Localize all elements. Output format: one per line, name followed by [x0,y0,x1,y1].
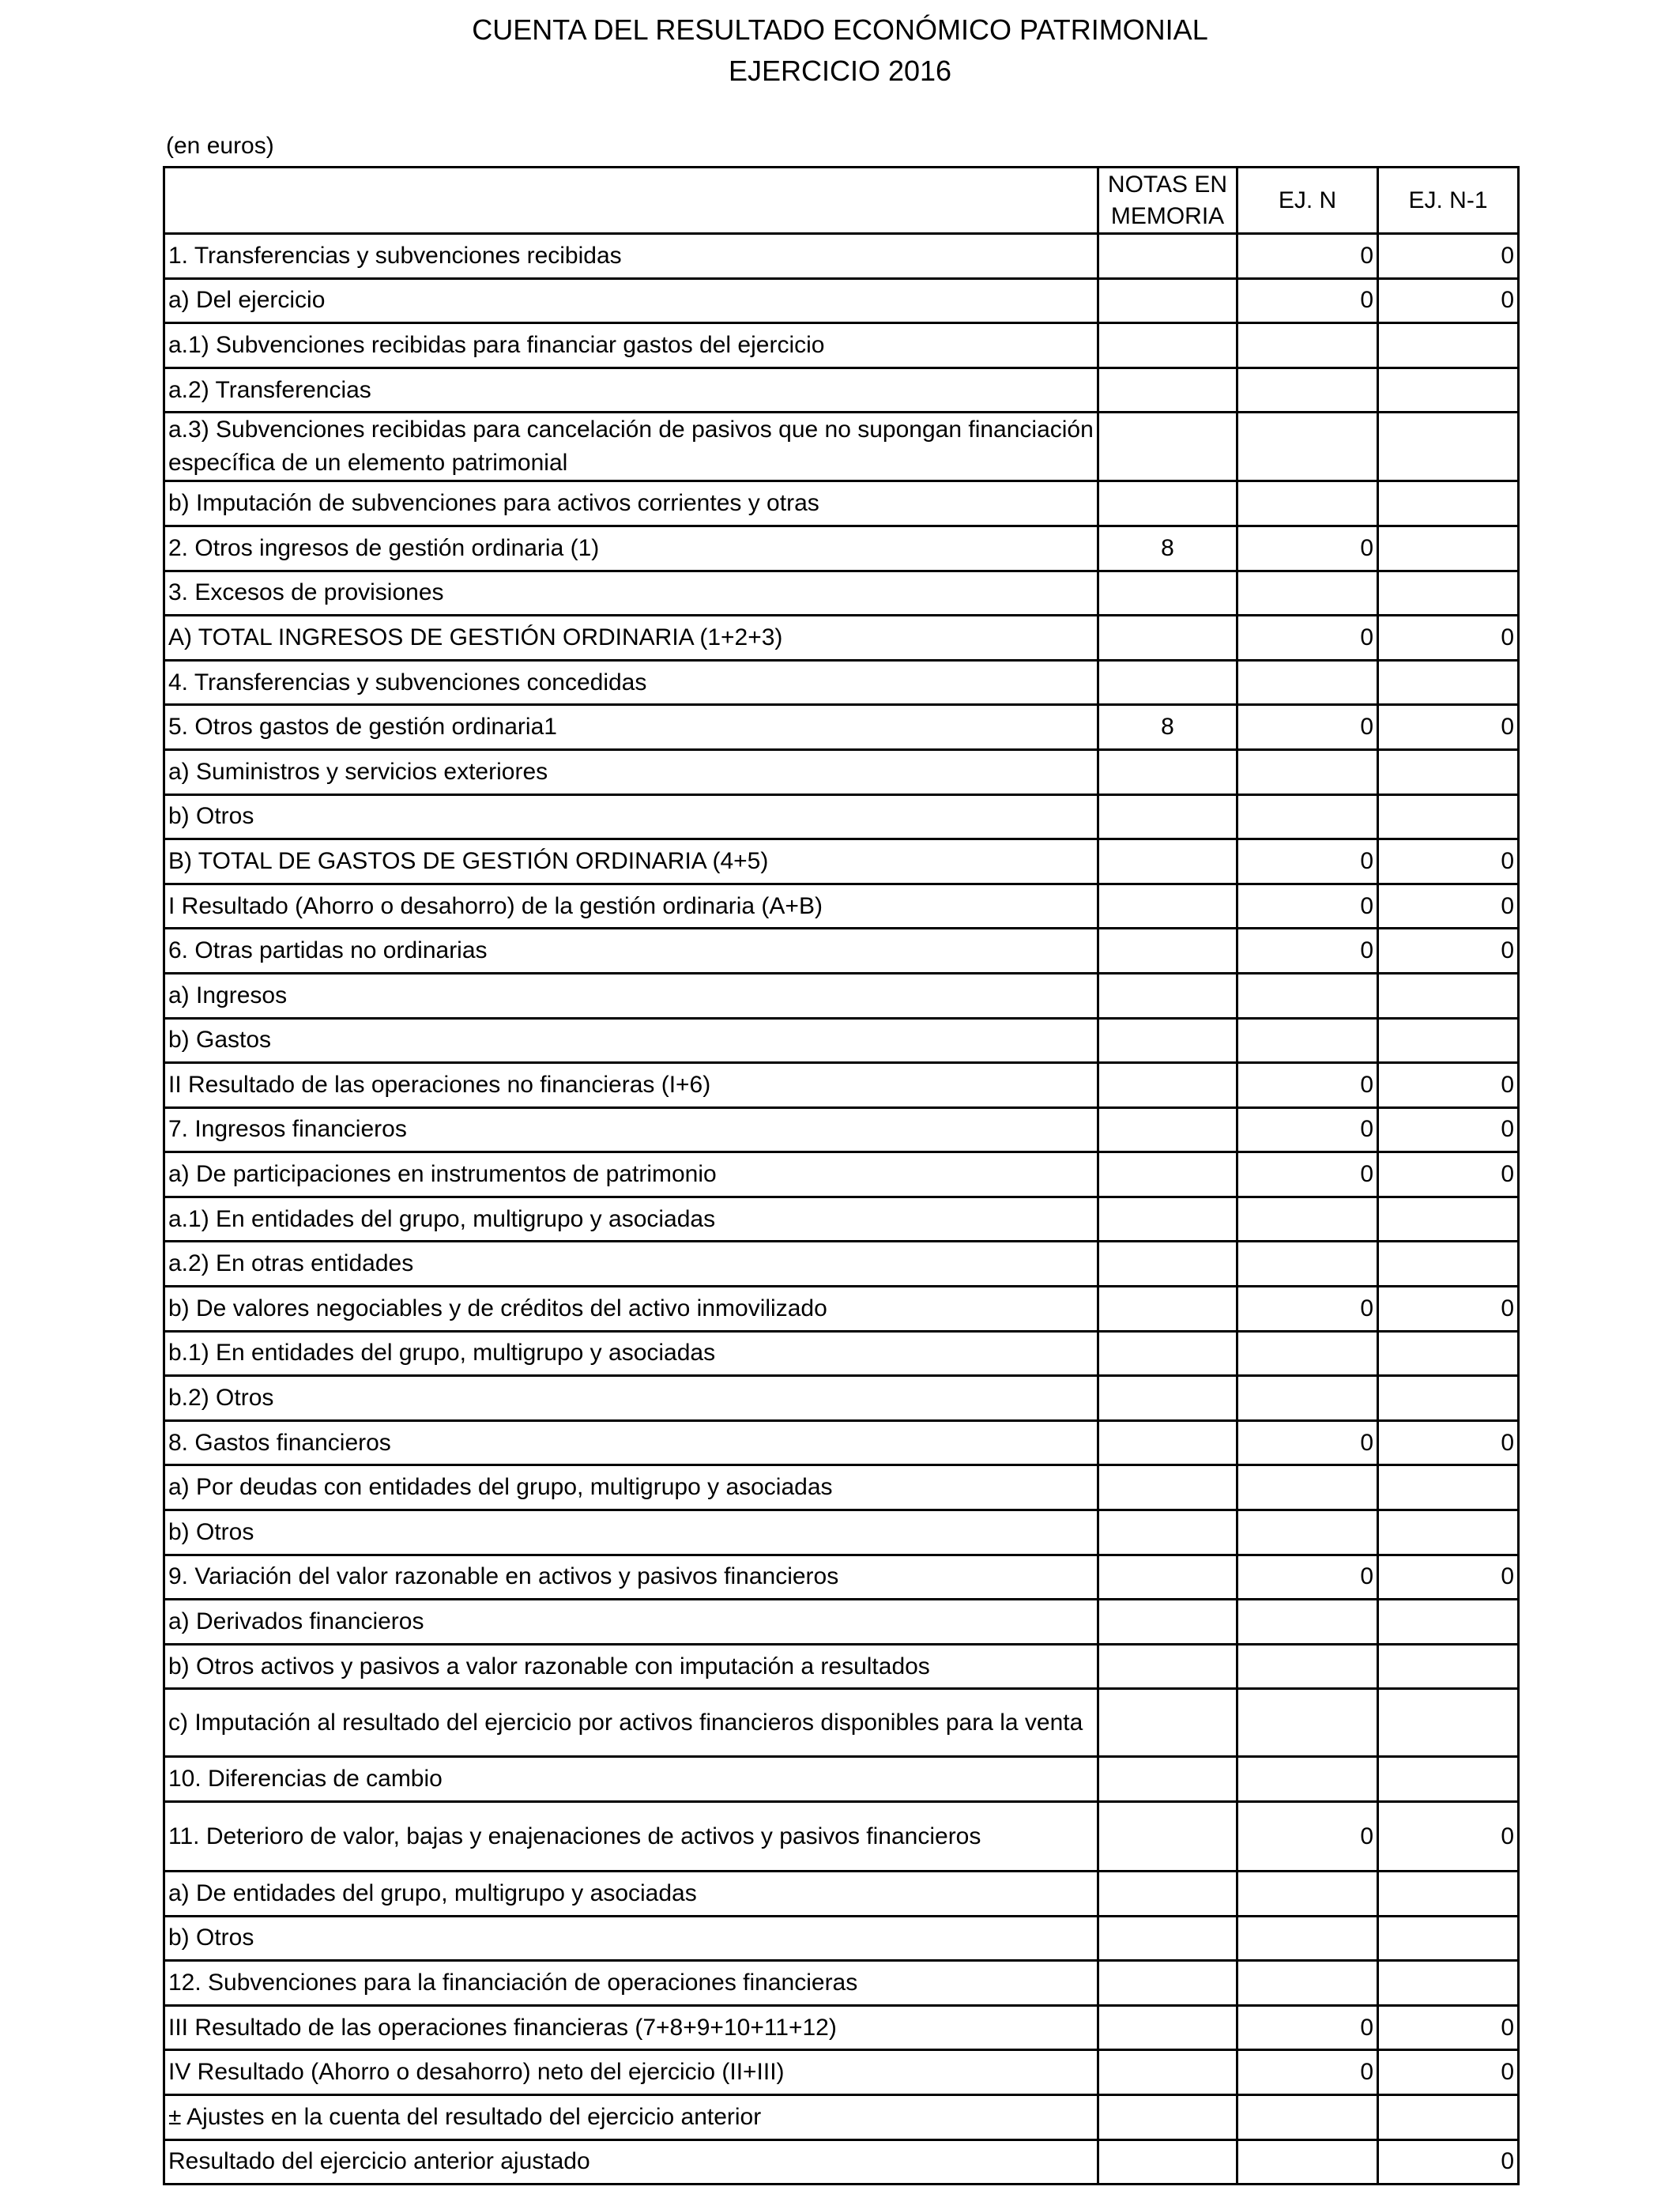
header-concept [164,168,1098,234]
row-ej-n [1237,1331,1378,1376]
row-concept: 2. Otros ingresos de gestión ordinaria (1) [164,526,1098,571]
row-concept: b.1) En entidades del grupo, multigrupo y asociadas [164,1331,1098,1376]
row-concept: 9. Variación del valor razonable en activos y pasivos financieros [164,1555,1098,1600]
row-ej-n: 0 [1237,526,1378,571]
table-row [164,1420,1519,1465]
row-ej-n: 0 [1237,839,1378,884]
table-row [164,1287,1519,1332]
row-concept: Resultado del ejercicio anterior ajustado [164,2139,1098,2185]
row-notes [1098,2050,1237,2095]
table-row [164,839,1519,884]
row-notes [1098,1600,1237,1645]
row-notes [1098,1197,1237,1242]
row-ej-n1 [1378,1689,1519,1757]
row-ej-n1: 0 [1378,1287,1519,1332]
row-ej-n [1237,571,1378,616]
row-concept: a) Derivados financieros [164,1600,1098,1645]
row-concept: 7. Ingresos financieros [164,1107,1098,1152]
row-ej-n1 [1378,973,1519,1018]
row-ej-n [1237,1872,1378,1917]
row-ej-n: 0 [1237,705,1378,750]
row-notes [1098,1802,1237,1872]
row-ej-n1 [1378,1600,1519,1645]
row-notes [1098,884,1237,929]
row-concept: 12. Subvenciones para la financiación de operaciones financieras [164,1961,1098,2006]
row-ej-n1 [1378,1644,1519,1689]
row-concept: b) De valores negociables y de créditos del activo inmovilizado [164,1287,1098,1332]
row-ej-n [1237,1465,1378,1510]
row-notes [1098,1152,1237,1197]
row-notes [1098,1757,1237,1802]
row-ej-n: 0 [1237,1152,1378,1197]
row-notes [1098,234,1237,279]
row-ej-n1 [1378,1465,1519,1510]
row-ej-n [1237,1376,1378,1421]
row-ej-n: 0 [1237,2005,1378,2050]
row-ej-n1: 0 [1378,616,1519,661]
row-ej-n1: 0 [1378,1063,1519,1108]
table-header-row [164,168,1519,234]
table-row [164,794,1519,839]
row-concept: a.1) Subvenciones recibidas para financiar gastos del ejercicio [164,323,1098,368]
table-body [164,234,1519,2185]
row-concept: IV Resultado (Ahorro o desahorro) neto del ejercicio (II+III) [164,2050,1098,2095]
row-concept: c) Imputación al resultado del ejercicio por activos financieros disponibles para la venta [164,1689,1098,1757]
row-notes [1098,2005,1237,2050]
row-notes: 8 [1098,705,1237,750]
row-ej-n: 0 [1237,234,1378,279]
row-notes [1098,973,1237,1018]
row-ej-n [1237,481,1378,526]
table-row [164,616,1519,661]
row-ej-n: 0 [1237,884,1378,929]
row-ej-n [1237,1197,1378,1242]
row-notes [1098,1872,1237,1917]
table-row [164,884,1519,929]
row-notes [1098,616,1237,661]
table-row [164,749,1519,794]
row-ej-n1 [1378,1757,1519,1802]
row-notes [1098,749,1237,794]
row-notes [1098,368,1237,413]
row-ej-n: 0 [1237,1063,1378,1108]
header-ej-n: EJ. N [1237,168,1378,234]
row-notes [1098,323,1237,368]
row-ej-n1: 0 [1378,1555,1519,1600]
row-notes [1098,660,1237,705]
row-concept: a) De entidades del grupo, multigrupo y asociadas [164,1872,1098,1917]
table-row [164,2005,1519,2050]
row-ej-n [1237,749,1378,794]
header-ej-n1: EJ. N-1 [1378,168,1519,234]
row-notes [1098,2094,1237,2139]
row-concept: a.2) Transferencias [164,368,1098,413]
row-concept: A) TOTAL INGRESOS DE GESTIÓN ORDINARIA (1+2+3) [164,616,1098,661]
table-row [164,660,1519,705]
table-row [164,1331,1519,1376]
row-ej-n1: 0 [1378,929,1519,974]
row-concept: b) Imputación de subvenciones para activos corrientes y otras [164,481,1098,526]
row-ej-n1: 0 [1378,278,1519,323]
row-notes [1098,1287,1237,1332]
row-ej-n1 [1378,1331,1519,1376]
table-row [164,323,1519,368]
row-notes [1098,839,1237,884]
page-title: CUENTA DEL RESULTADO ECONÓMICO PATRIMONIAL [472,13,1208,46]
row-concept: 4. Transferencias y subvenciones concedidas [164,660,1098,705]
row-ej-n [1237,368,1378,413]
table-row [164,1376,1519,1421]
row-notes [1098,571,1237,616]
row-ej-n: 0 [1237,1287,1378,1332]
row-ej-n1 [1378,1872,1519,1917]
row-ej-n [1237,2094,1378,2139]
table-row [164,1872,1519,1917]
row-ej-n: 0 [1237,1107,1378,1152]
row-ej-n [1237,413,1378,481]
page-subtitle: EJERCICIO 2016 [728,55,952,87]
row-ej-n [1237,2139,1378,2185]
row-concept: a) De participaciones en instrumentos de patrimonio [164,1152,1098,1197]
row-notes [1098,1242,1237,1287]
row-notes [1098,1510,1237,1555]
row-ej-n1 [1378,1961,1519,2006]
row-notes [1098,2139,1237,2185]
row-concept: 10. Diferencias de cambio [164,1757,1098,1802]
row-notes [1098,1420,1237,1465]
row-ej-n [1237,1600,1378,1645]
row-ej-n1 [1378,1197,1519,1242]
row-concept: a.2) En otras entidades [164,1242,1098,1287]
row-concept: 11. Deterioro de valor, bajas y enajenaciones de activos y pasivos financieros [164,1802,1098,1872]
row-notes [1098,278,1237,323]
row-ej-n1: 0 [1378,705,1519,750]
table-row [164,1689,1519,1757]
table-row [164,413,1519,481]
row-ej-n1 [1378,1510,1519,1555]
table-row [164,1152,1519,1197]
row-notes [1098,1961,1237,2006]
row-concept: b) Otros [164,1510,1098,1555]
row-ej-n [1237,323,1378,368]
row-ej-n1 [1378,1916,1519,1961]
table-row [164,1555,1519,1600]
row-ej-n [1237,973,1378,1018]
row-ej-n [1237,1510,1378,1555]
table-row [164,526,1519,571]
row-concept: 1. Transferencias y subvenciones recibidas [164,234,1098,279]
row-concept: b) Otros [164,794,1098,839]
row-ej-n1: 0 [1378,1802,1519,1872]
table-row [164,1916,1519,1961]
table-row [164,1802,1519,1872]
row-ej-n: 0 [1237,929,1378,974]
row-concept: 3. Excesos de provisiones [164,571,1098,616]
row-concept: II Resultado de las operaciones no financieras (I+6) [164,1063,1098,1108]
row-ej-n1: 0 [1378,1420,1519,1465]
row-notes [1098,1465,1237,1510]
table-row [164,1242,1519,1287]
table-row [164,1465,1519,1510]
row-ej-n: 0 [1237,278,1378,323]
row-ej-n1: 0 [1378,234,1519,279]
row-notes [1098,1063,1237,1108]
row-ej-n1 [1378,1242,1519,1287]
row-ej-n: 0 [1237,2050,1378,2095]
row-ej-n [1237,1916,1378,1961]
row-ej-n1 [1378,571,1519,616]
table-row [164,278,1519,323]
row-ej-n [1237,1644,1378,1689]
table-row [164,2139,1519,2185]
table-row [164,368,1519,413]
row-concept: b.2) Otros [164,1376,1098,1421]
row-ej-n1 [1378,1018,1519,1063]
table-row [164,1107,1519,1152]
row-ej-n1 [1378,660,1519,705]
row-ej-n1 [1378,1376,1519,1421]
row-notes [1098,1331,1237,1376]
row-concept: a) Del ejercicio [164,278,1098,323]
row-ej-n1: 0 [1378,2005,1519,2050]
row-ej-n1: 0 [1378,2050,1519,2095]
table-row [164,1197,1519,1242]
table-row [164,1018,1519,1063]
row-ej-n: 0 [1237,1802,1378,1872]
row-ej-n: 0 [1237,616,1378,661]
row-concept: III Resultado de las operaciones financieras (7+8+9+10+11+12) [164,2005,1098,2050]
row-ej-n1 [1378,368,1519,413]
row-concept: b) Otros [164,1916,1098,1961]
table-row [164,973,1519,1018]
header-notes: NOTAS EN MEMORIA [1098,168,1237,234]
row-ej-n1 [1378,794,1519,839]
row-concept: 6. Otras partidas no ordinarias [164,929,1098,974]
row-ej-n1 [1378,481,1519,526]
row-concept: a.3) Subvenciones recibidas para cancelación de pasivos que no supongan financiación específica de un elemento patrimonial [164,413,1098,481]
table-row [164,571,1519,616]
table-row [164,2094,1519,2139]
row-concept: ± Ajustes en la cuenta del resultado del ejercicio anterior [164,2094,1098,2139]
table-row [164,2050,1519,2095]
row-ej-n: 0 [1237,1555,1378,1600]
results-table [163,166,1520,2185]
row-notes [1098,1018,1237,1063]
row-concept: 5. Otros gastos de gestión ordinaria1 [164,705,1098,750]
table-row [164,1600,1519,1645]
row-ej-n [1237,660,1378,705]
table-row [164,481,1519,526]
table-row [164,1063,1519,1108]
row-concept: a) Suministros y servicios exteriores [164,749,1098,794]
row-concept: a.1) En entidades del grupo, multigrupo y asociadas [164,1197,1098,1242]
row-concept: b) Gastos [164,1018,1098,1063]
row-notes [1098,1916,1237,1961]
row-notes: 8 [1098,526,1237,571]
row-ej-n [1237,1757,1378,1802]
row-concept: a) Ingresos [164,973,1098,1018]
row-notes [1098,413,1237,481]
row-ej-n: 0 [1237,1420,1378,1465]
table-row [164,234,1519,279]
row-ej-n1 [1378,413,1519,481]
row-concept: a) Por deudas con entidades del grupo, multigrupo y asociadas [164,1465,1098,1510]
row-notes [1098,1555,1237,1600]
row-notes [1098,1376,1237,1421]
row-concept: 8. Gastos financieros [164,1420,1098,1465]
row-notes [1098,1689,1237,1757]
row-ej-n [1237,1018,1378,1063]
row-concept: I Resultado (Ahorro o desahorro) de la gestión ordinaria (A+B) [164,884,1098,929]
row-ej-n [1237,1242,1378,1287]
table-row [164,1757,1519,1802]
table-row [164,1961,1519,2006]
row-ej-n1 [1378,2094,1519,2139]
table-row [164,929,1519,974]
row-ej-n1 [1378,749,1519,794]
row-notes [1098,481,1237,526]
row-ej-n1: 0 [1378,1107,1519,1152]
row-ej-n1 [1378,526,1519,571]
row-notes [1098,1644,1237,1689]
row-concept: b) Otros activos y pasivos a valor razonable con imputación a resultados [164,1644,1098,1689]
row-notes [1098,794,1237,839]
table-row [164,1510,1519,1555]
row-ej-n1: 0 [1378,839,1519,884]
row-ej-n1: 0 [1378,884,1519,929]
table-row [164,1644,1519,1689]
row-ej-n1: 0 [1378,1152,1519,1197]
row-notes [1098,1107,1237,1152]
row-ej-n1: 0 [1378,2139,1519,2185]
units-label: (en euros) [166,133,274,159]
row-ej-n [1237,1961,1378,2006]
row-notes [1098,929,1237,974]
table-row [164,705,1519,750]
row-concept: B) TOTAL DE GASTOS DE GESTIÓN ORDINARIA (4+5) [164,839,1098,884]
row-ej-n [1237,794,1378,839]
row-ej-n1 [1378,323,1519,368]
row-ej-n [1237,1689,1378,1757]
